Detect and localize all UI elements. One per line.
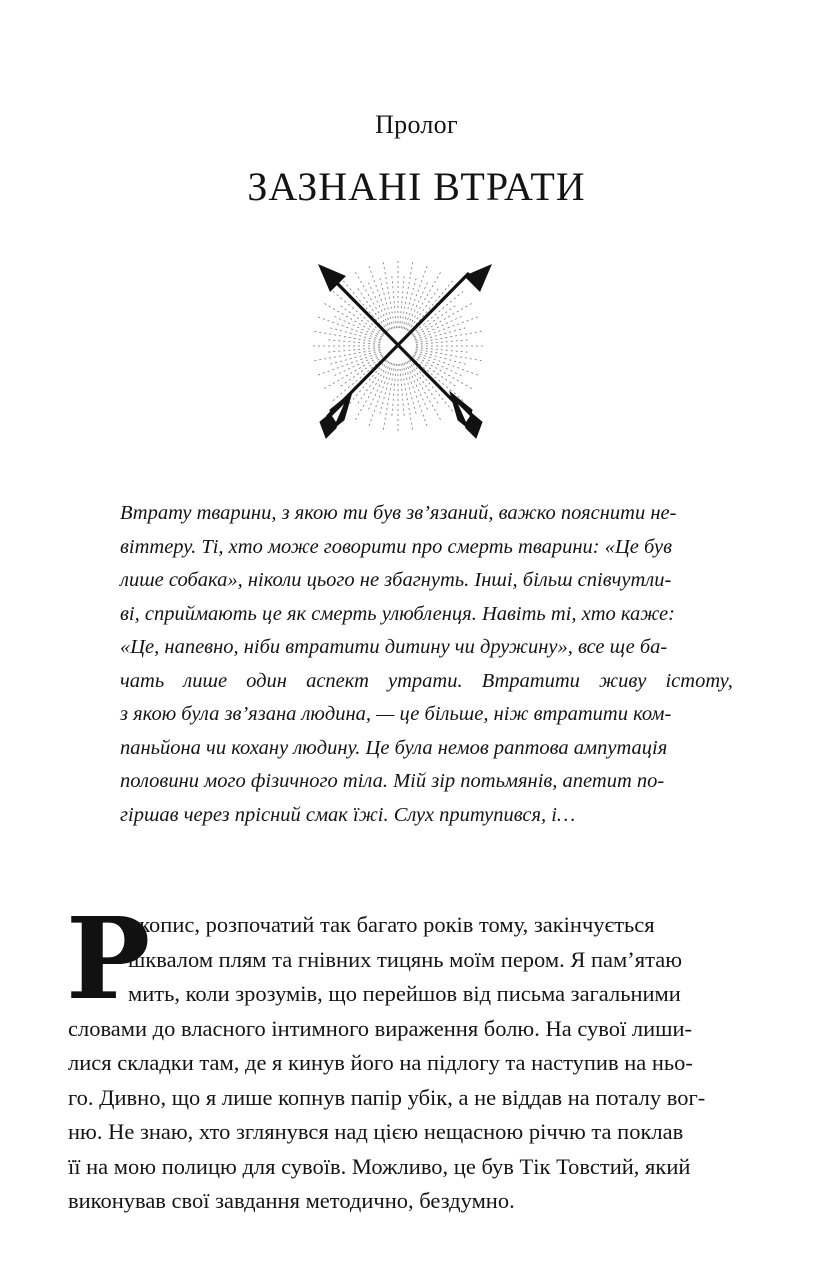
body-line: лися складки там, де я кинув його на підлогу та наступив на ньо- [68,1050,693,1075]
body-paragraph [66,894,772,1219]
body-line: словами до власного інтимного вираження болю. На сувої лиши- [68,1015,693,1041]
body-line: виконував свої завдання методично, бездумно. [68,1188,515,1213]
epigraph-line: ві, сприймають це як смерть улюбленця. Навіть ті, хто каже: [120,602,675,625]
chapter-title: ЗАЗНАНІ ВТРАТИ [247,164,586,209]
epigraph-line: гіршав через прісний смак їжі. Слух притупився, і… [120,803,576,826]
epigraph-line: паньйона чи кохану людину. Це була немов раптова ампутація [120,736,668,759]
epigraph-line: половини мого фізичного тіла. Мій зір потьмянів, апетит по- [120,770,665,792]
prologue-label: Пролог [375,110,458,139]
epigraph-line: лише собака», ніколи цього не збагнуть. Інші, більш співчутли- [120,569,672,591]
body-line: укопис, розпочатий так багато років тому, закінчується [128,912,655,937]
epigraph-line: віттеру. Ті, хто може говорити про смерть тварини: «Це був [120,535,673,558]
body-line: шквалом плям та гнівних тицянь моїм пером. Я пам’ятаю [128,946,683,972]
body-line: го. Дивно, що я лише копнув папір убік, а не віддав на поталу вог- [68,1084,706,1110]
crossed-arrows-icon [300,252,510,452]
epigraph-line: Втрату тварини, з якою ти був зв’язаний, важко пояснити не- [120,502,677,524]
body-line: ню. Не знаю, хто зглянувся над цією нещасною річчю та поклав [68,1119,684,1144]
body-line: мить, коли зрозумів, що перейшов від письма загальними [128,981,681,1006]
drop-cap: Р [66,894,151,1025]
body-line: її на мою полицю для сувоїв. Можливо, це був Тік Товстий, який [68,1153,691,1179]
epigraph-line: з якою була зв’язана людина, — це більше, ніж втратити ком- [120,703,672,725]
epigraph-line: «Це, напевно, ніби втратити дитину чи дружину», все ще ба- [120,636,668,658]
epigraph [120,497,733,832]
epigraph-line: чать лише один аспект утрати. Втратити живу істоту, [120,669,733,692]
